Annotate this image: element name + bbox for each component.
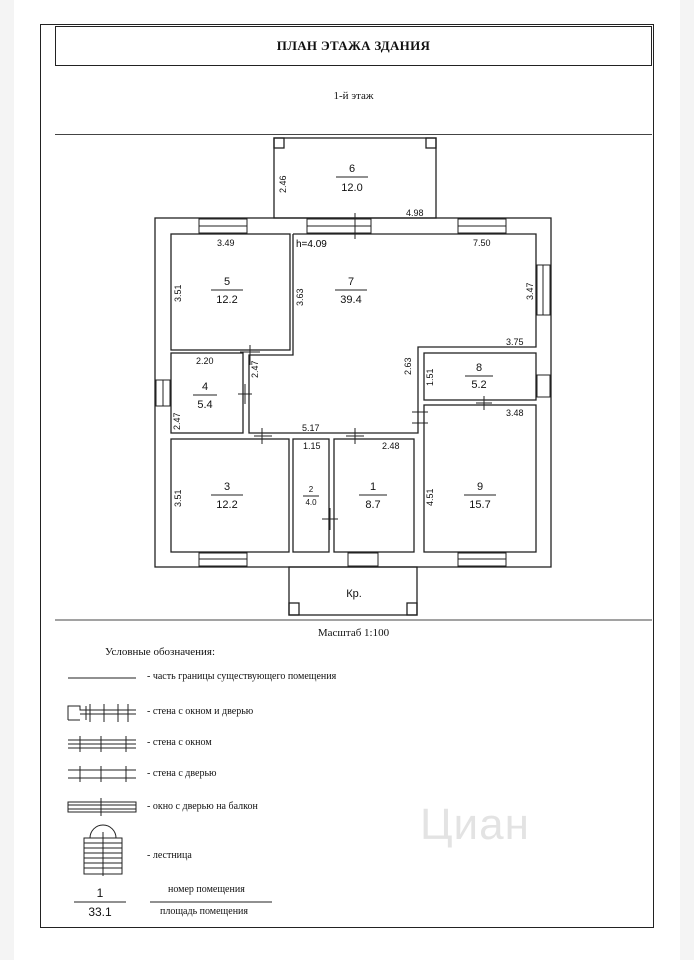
legend-item-existing-boundary: - часть границы существующего помещения <box>147 671 337 682</box>
dim-label: 3.49 <box>217 238 235 248</box>
legend-item-stairs: - лестница <box>147 850 192 861</box>
dim-label: 3.47 <box>525 282 535 300</box>
room-4-area: 5.4 <box>197 399 213 411</box>
room-6-number: 6 <box>348 163 356 175</box>
dim-label: 2.47 <box>172 412 182 430</box>
window <box>537 375 550 397</box>
dim-label: 3.75 <box>506 337 524 347</box>
room-2-number: 2 <box>308 485 314 494</box>
dim-label: 2.47 <box>250 360 260 378</box>
legend-item-balcony: - окно с дверью на балкон <box>147 801 258 812</box>
page-title: ПЛАН ЭТАЖА ЗДАНИЯ <box>55 26 652 66</box>
column <box>407 603 417 615</box>
legend-item-wall-window: - стена с окном <box>147 737 212 748</box>
room-7-number: 7 <box>347 276 355 288</box>
dim-label: 3.63 <box>295 288 305 306</box>
dim-label: 5.17 <box>302 423 320 433</box>
room-9-outline <box>424 405 536 552</box>
legend-stairs-symbol <box>84 825 122 876</box>
room-5-area: 12.2 <box>216 294 238 306</box>
legend-window-door-symbol <box>68 704 136 722</box>
floor-label: 1-й этаж <box>333 90 374 102</box>
room-9-area: 15.7 <box>469 499 491 511</box>
room-1-area: 8.7 <box>365 499 381 511</box>
room-5-number: 5 <box>223 276 231 288</box>
dim-label: 2.46 <box>278 175 288 193</box>
legend-item-wall-door: - стена с дверью <box>147 768 217 779</box>
dim-label: 3.51 <box>173 489 183 507</box>
dim-label: 1.15 <box>303 441 321 451</box>
column <box>426 138 436 148</box>
room-6-area: 12.0 <box>341 182 363 194</box>
room-3-area: 12.2 <box>216 499 238 511</box>
dim-label: 2.20 <box>196 356 214 366</box>
legend-sample-number: 1 <box>96 886 104 900</box>
dim-label: 4.98 <box>406 208 424 218</box>
scale-label: Масштаб 1:100 <box>317 627 390 639</box>
room-2-area: 4.0 <box>305 498 317 507</box>
room-6-outline <box>274 138 436 218</box>
room-4-number: 4 <box>201 381 209 393</box>
room-8-area: 5.2 <box>471 379 487 391</box>
dim-label: 7.50 <box>473 238 491 248</box>
dim-label: 3.51 <box>173 284 183 302</box>
legend-title: Условные обозначения: <box>105 646 216 658</box>
legend-item-room-area: площадь помещения <box>160 906 248 917</box>
room-7-outline <box>249 234 536 433</box>
room-7-area: 39.4 <box>340 294 362 306</box>
entrance-door <box>348 553 378 566</box>
legend-sample-area: 33.1 <box>88 905 112 919</box>
dim-label: 2.63 <box>403 357 413 375</box>
room-3-number: 3 <box>223 481 231 493</box>
watermark: Циан <box>420 800 530 849</box>
legend-item-wall-window-door: - стена с окном и дверью <box>147 706 254 717</box>
dim-label: 3.48 <box>506 408 524 418</box>
room-8-number: 8 <box>475 362 483 374</box>
porch-label: Кр. <box>346 588 362 600</box>
dim-label: 2.48 <box>382 441 400 451</box>
legend-balcony-symbol <box>68 798 136 816</box>
legend-door-symbol <box>68 766 136 782</box>
ceiling-height: h=4.09 <box>296 239 327 250</box>
dim-label: 1.51 <box>425 368 435 386</box>
column <box>289 603 299 615</box>
dim-label: 4.51 <box>425 488 435 506</box>
legend-window-symbol <box>68 736 136 752</box>
room-9-number: 9 <box>476 481 484 493</box>
room-5-outline <box>171 234 290 350</box>
column <box>274 138 284 148</box>
outer-wall <box>155 218 551 567</box>
room-1-number: 1 <box>369 481 377 493</box>
legend-item-room-number: номер помещения <box>168 884 245 895</box>
